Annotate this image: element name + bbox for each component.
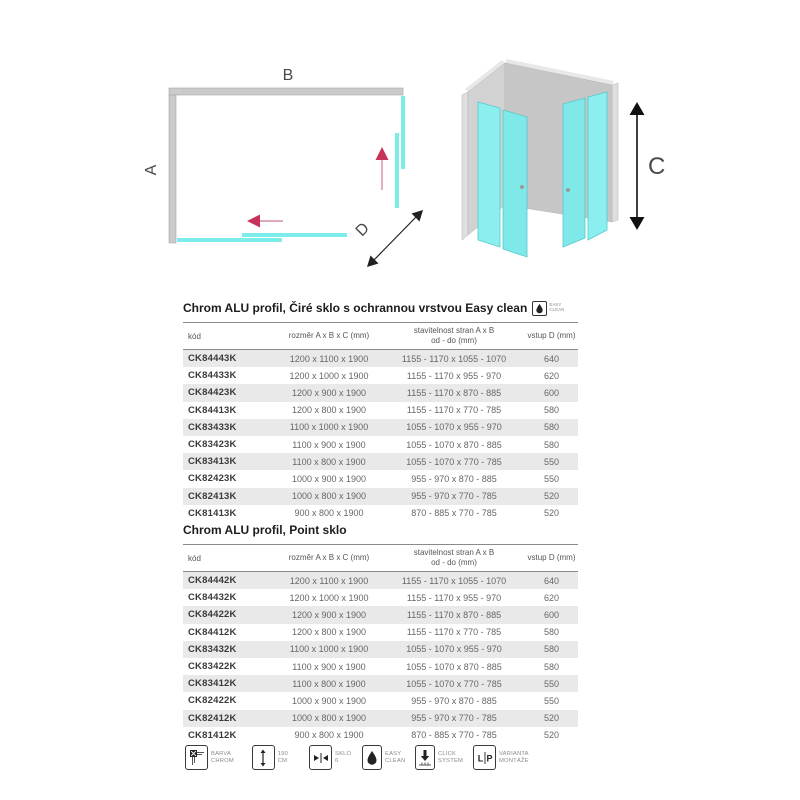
cell-dimensions: 1200 x 1100 x 1900 [289,353,369,364]
easy-clean-icon [362,745,382,770]
feature-chrome-color [185,745,242,770]
cell-adjustability: 1055 - 1070 x 955 - 970 [406,644,502,655]
cell-entry-width: 620 [543,370,560,381]
cell-entry-width: 620 [543,592,560,603]
plan-wall-left [169,95,176,243]
cell-product-code: CK83423K [188,439,237,451]
feature-icon-row [185,745,533,770]
cell-product-code: CK84422K [188,609,237,621]
table2-body [183,572,578,744]
glass-panel-left-fixed [478,102,500,247]
mounting-variant-icon [473,745,496,770]
cell-product-code: CK83422K [188,661,237,673]
cell-dimensions: 1000 x 800 x 1900 [291,491,367,502]
height-190-icon [252,745,275,770]
cell-dimensions: 1200 x 800 x 1900 [291,627,367,638]
cell-dimensions: 1000 x 900 x 1900 [291,473,367,484]
plan-wall-top [169,88,403,95]
cell-entry-width: 520 [543,508,560,519]
cell-product-code: CK83433K [188,421,237,433]
table1-title-row [183,300,578,316]
table-row [183,488,578,505]
cell-product-code: CK83432K [188,643,237,655]
feature-label: CLICK SYSTEM [438,750,464,764]
table-row [183,453,578,470]
table-row [183,710,578,727]
easy-clean-droplet-icon [532,301,547,316]
cell-adjustability: 1055 - 1070 x 770 - 785 [406,678,502,689]
glass-panel-right-door [563,98,585,247]
table-row [183,624,578,641]
easy-clean-badge-text: EASY CLEAN [549,302,565,312]
cell-entry-width: 520 [543,491,560,502]
cell-product-code: CK84432K [188,592,237,604]
table-easy-clean [183,300,578,522]
table-point-glass [183,522,578,744]
table-row [183,606,578,623]
cell-dimensions: 1200 x 800 x 1900 [291,405,367,416]
plan-label-d: D [352,219,373,240]
cell-product-code: CK83412K [188,678,237,690]
cell-entry-width: 520 [543,713,560,724]
cell-entry-width: 640 [543,353,560,364]
cell-product-code: CK84443K [188,353,237,365]
entry-dimension-arrow [367,210,423,267]
cell-product-code: CK83413K [188,456,237,468]
cell-adjustability: 955 - 970 x 870 - 885 [411,473,497,484]
header-adjustability: stavitelnost stran A x B od - do (mm) [413,326,495,345]
cell-entry-width: 600 [543,387,560,398]
feature-click-system [415,745,463,770]
cell-entry-width: 640 [543,575,560,586]
feature-label: VARIANTA MONTÁŽE [499,750,529,764]
height-dimension-arrow [630,102,645,230]
cell-entry-width: 580 [543,405,560,416]
iso-label-c: C [648,153,666,180]
cell-adjustability: 1155 - 1170 x 1055 - 1070 [401,353,507,364]
glass-thickness-icon [309,745,332,770]
table-row [183,436,578,453]
cell-product-code: CK84433K [188,370,237,382]
cell-dimensions: 900 x 800 x 1900 [294,508,364,519]
table-row [183,641,578,658]
table-row [183,675,578,692]
table-row [183,727,578,744]
slide-direction-left-arrow [247,215,283,228]
header-entry: vstup D (mm) [527,553,576,562]
cell-product-code: CK84442K [188,575,237,587]
plan-label-b: B [282,67,294,84]
table-row [183,692,578,709]
cell-adjustability: 1155 - 1170 x 955 - 970 [406,592,502,603]
cell-dimensions: 1200 x 900 x 1900 [291,609,367,620]
isometric-enclosure-diagram [452,50,682,270]
header-dimensions: rozměr A x B x C (mm) [288,553,370,562]
feature-label: BARVA CHROM [211,750,234,764]
cell-adjustability: 1055 - 1070 x 870 - 885 [406,439,502,450]
cell-dimensions: 1000 x 900 x 1900 [291,695,367,706]
table-row [183,589,578,606]
cell-product-code: CK81413K [188,507,237,519]
cell-entry-width: 550 [543,678,560,689]
cell-entry-width: 580 [543,627,560,638]
feature-label: 190 CM [277,750,289,764]
cell-product-code: CK84412K [188,626,237,638]
cell-dimensions: 1100 x 1000 x 1900 [289,422,369,433]
cell-entry-width: 580 [543,661,560,672]
cell-adjustability: 1055 - 1070 x 870 - 885 [406,661,502,672]
cell-adjustability: 1055 - 1070 x 955 - 970 [406,422,502,433]
table-row [183,505,578,522]
cell-entry-width: 580 [543,644,560,655]
svg-text:P: P [485,753,493,763]
left-wall-edge [462,92,468,240]
table-row [183,572,578,589]
plan-label-a: A [143,164,160,176]
feature-height [252,745,299,770]
cell-product-code: CK84413K [188,404,237,416]
cell-dimensions: 1100 x 800 x 1900 [292,456,366,467]
cell-adjustability: 1155 - 1170 x 770 - 785 [406,627,502,638]
glass-panel-left-door [503,110,527,257]
floor-plan-diagram [140,52,440,282]
cell-adjustability: 1155 - 1170 x 870 - 885 [406,387,502,398]
cell-dimensions: 1200 x 1000 x 1900 [289,370,369,381]
header-entry: vstup D (mm) [527,331,576,340]
cell-adjustability: 1055 - 1070 x 770 - 785 [406,456,502,467]
table2-title-row [183,522,578,538]
table-row [183,384,578,401]
header-dimensions: rozměr A x B x C (mm) [288,331,370,340]
cell-entry-width: 580 [543,439,560,450]
cell-dimensions: 1100 x 1000 x 1900 [289,644,369,655]
table1-header [183,322,578,350]
cell-entry-width: 550 [543,456,560,467]
table2-title: Chrom ALU profil, Point sklo [183,523,347,537]
table-row [183,470,578,487]
feature-glass-thickness [309,745,352,770]
cell-adjustability: 1155 - 1170 x 1055 - 1070 [401,575,507,586]
cell-entry-width: 580 [543,422,560,433]
feature-mounting-variant [473,745,533,770]
door-handle-left [520,185,524,189]
glass-panel-right-fixed [588,92,607,240]
table-row [183,402,578,419]
cell-product-code: CK82422K [188,695,237,707]
feature-label: EASY CLEAN [385,750,406,764]
cell-adjustability: 1155 - 1170 x 770 - 785 [406,405,502,416]
table1-title: Chrom ALU profil, Čiré sklo s ochrannou vrstvou Easy clean [183,301,528,315]
header-adjustability: stavitelnost stran A x B od - do (mm) [413,548,495,567]
table2-header [183,544,578,572]
cell-entry-width: 550 [543,473,560,484]
slide-direction-up-arrow [376,147,389,190]
header-code: kód [188,553,201,563]
table-row [183,658,578,675]
table-row [183,350,578,367]
cell-product-code: CK82413K [188,490,237,502]
cell-adjustability: 1155 - 1170 x 955 - 970 [406,370,502,381]
easy-clean-badge [532,301,564,316]
cell-product-code: CK82423K [188,473,237,485]
cell-adjustability: 870 - 885 x 770 - 785 [411,730,497,741]
door-handle-right [566,188,570,192]
chrome-color-icon [185,745,208,770]
cell-entry-width: 520 [543,730,560,741]
cell-adjustability: 1155 - 1170 x 870 - 885 [406,609,502,620]
cell-adjustability: 955 - 970 x 770 - 785 [411,713,497,724]
cell-adjustability: 870 - 885 x 770 - 785 [411,508,497,519]
cell-adjustability: 955 - 970 x 770 - 785 [411,491,497,502]
cell-product-code: CK81412K [188,729,237,741]
cell-adjustability: 955 - 970 x 870 - 885 [411,695,497,706]
click-system-icon [415,745,435,770]
svg-text:L: L [477,753,483,763]
table-row [183,419,578,436]
cell-dimensions: 1100 x 900 x 1900 [292,661,366,672]
cell-dimensions: 1200 x 1100 x 1900 [289,575,369,586]
right-wall-edge [612,83,618,222]
cell-entry-width: 600 [543,609,560,620]
cell-dimensions: 1200 x 900 x 1900 [291,387,367,398]
cell-dimensions: 1200 x 1000 x 1900 [289,592,369,603]
cell-dimensions: 1100 x 800 x 1900 [292,678,366,689]
cell-product-code: CK82412K [188,712,237,724]
feature-label: SKLO 6 [335,750,352,764]
cell-dimensions: 1100 x 900 x 1900 [292,439,366,450]
table1-body [183,350,578,522]
cell-dimensions: 1000 x 800 x 1900 [291,713,367,724]
feature-easy-clean [362,745,405,770]
table-row [183,367,578,384]
header-code: kód [188,331,201,341]
cell-dimensions: 900 x 800 x 1900 [294,730,364,741]
cell-product-code: CK84423K [188,387,237,399]
cell-entry-width: 550 [543,695,560,706]
